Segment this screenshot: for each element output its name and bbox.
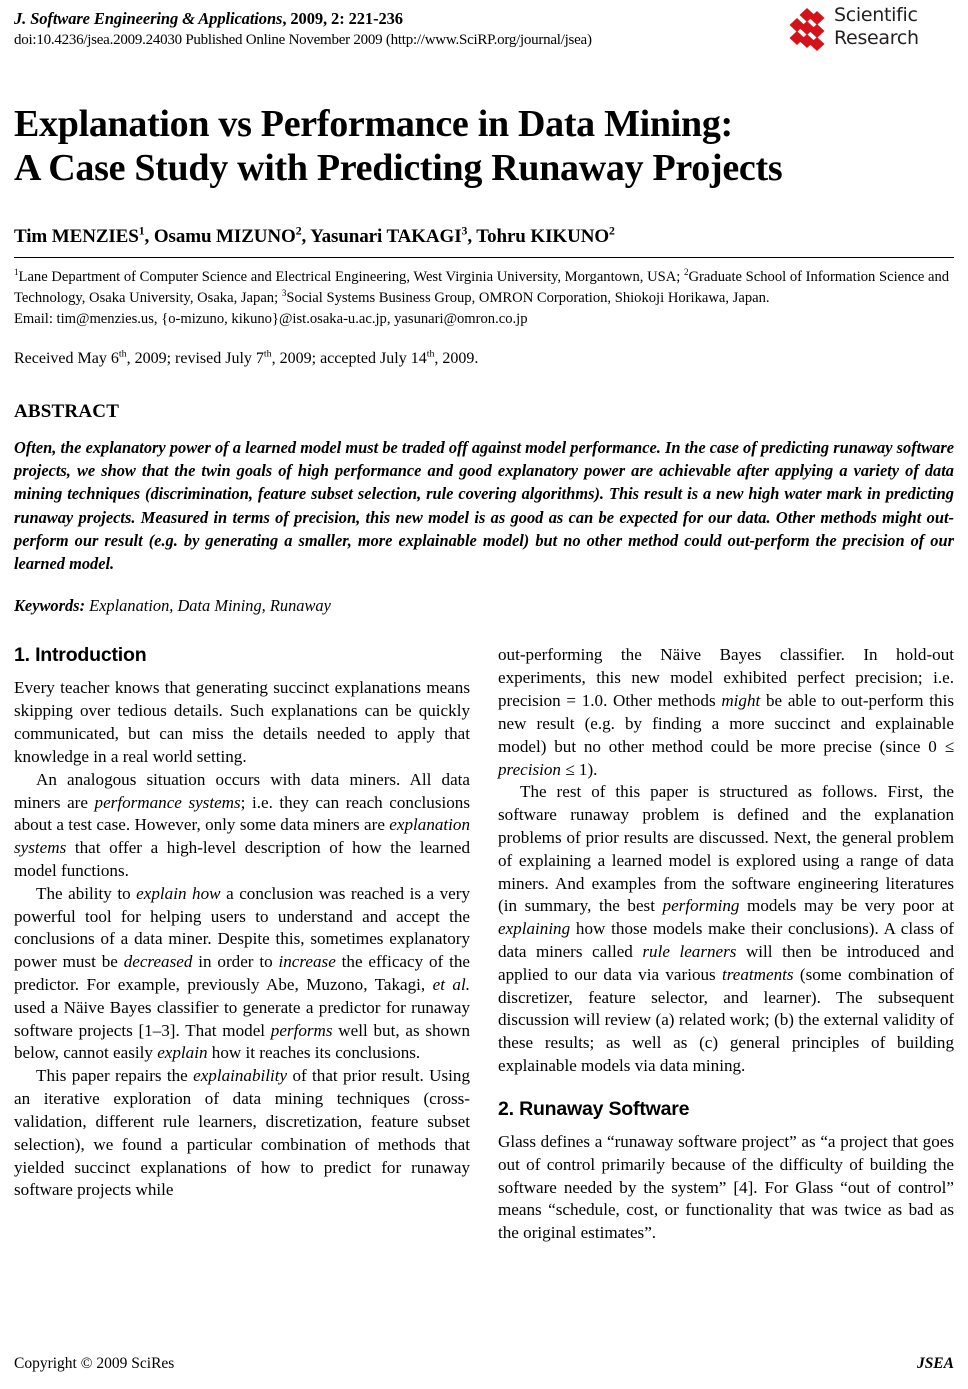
section-heading-introduction: 1. Introduction <box>14 644 147 667</box>
text-run: that offer a high-level description of how the learned model functions. <box>14 838 470 880</box>
section-heading-runaway-software: 2. Runaway Software <box>498 1097 690 1120</box>
affiliation-marker: 3 <box>281 288 287 299</box>
keywords-line <box>14 596 954 616</box>
text-run: will then be introduced and applied to our data via various <box>498 942 954 984</box>
affiliations-block <box>14 267 954 329</box>
paragraph <box>498 644 954 781</box>
author-affiliation-marker: 1 <box>138 224 145 238</box>
text-run: An analogous situation occurs with data miners. All data miners are <box>14 769 470 812</box>
affiliation-2: Graduate School of Information Science and Technology, Osaka University, Osaka, Japan; <box>14 269 950 306</box>
journal-issue-info: , 2009, 2: 221-236 <box>282 9 403 28</box>
text-run: well but, as shown below, cannot easily <box>14 1020 470 1063</box>
email-line: Email: tim@menzies.us, {o-mizuno, kikuno}@ist.osaka-u.ac.jp, yasunari@omron.co.jp <box>14 310 528 327</box>
paragraph <box>498 781 954 1078</box>
abstract-heading: ABSTRACT <box>14 400 120 422</box>
publisher-name-line2: Research <box>834 27 919 50</box>
emphasis-run: explain how <box>136 883 221 903</box>
text-run: ; i.e. they can reach conclusions about a test case. However, only some data miners are <box>14 792 470 835</box>
text-run: a conclusion was reached is a very powerful tool for helping users to understand and accept the conclusions of a data miner. Despite this, sometimes explanatory power must be <box>14 883 471 972</box>
author-name: Tim MENZIES <box>14 226 139 248</box>
affiliation-marker: 1 <box>14 267 19 278</box>
scientific-research-diamond-logo-icon <box>784 8 830 52</box>
submission-dates <box>14 348 954 370</box>
journal-abbreviation: JSEA <box>916 1355 954 1372</box>
paragraph: Every teacher knows that generating succinct explanations means skipping over tedious details. Such explanations can be quickly communicated, but can miss the details needed to apply that knowledge in a real world setting. <box>14 678 470 766</box>
abstract-text: Often, the explanatory power of a learned model must be traded off against model performance. In the case of predicting runaway software projects, we show that the twin goals of high performance and good explanatory power are achievable after applying a variety of data mining techniques (discrimination, feature subset selection, rule covering algorithms). This result is a new high water mark in predicting runaway projects. Measured in terms of precision, this new model is as good as can be expected for our data. Other methods might out-perform our result (e.g. by generating a smaller, more explainable model) but no other method could out-perform the precision of our learned model. <box>14 437 954 574</box>
paragraph: Glass defines a “runaway software project” as “a project that goes out of control primarily because of the difficulty of building the software needed by the system” [4]. For Glass “out of control” means “schedule, cost, or functionality that was twice as bad as the original estimates”. <box>498 1131 954 1243</box>
dates-tail: , 2009. <box>434 350 479 368</box>
text-run: This paper repairs the <box>36 1066 194 1086</box>
paper-title-line1: Explanation vs Performance in Data Mining: <box>14 103 733 145</box>
paragraph <box>14 769 470 883</box>
author-list: Tim MENZIES$^1$, Osamu MIZUNO$^2$, Yasunari TAKAGI$^3$, Tohru KIKUNO$^2$ <box>14 224 615 248</box>
journal-title: J. Software Engineering & Applications <box>14 9 283 28</box>
affiliation-3: Social Systems Business Group, OMRON Corporation, Shiokoji Horikawa, Japan. <box>286 289 770 306</box>
text-run: used a Näive Bayes classifier to generate a predictor for runaway software projects [1–3]. That model <box>14 997 470 1040</box>
publisher-name-line1: Scientific <box>834 4 918 26</box>
emphasis-run: performing <box>662 896 740 916</box>
affiliation-paragraph <box>14 267 954 308</box>
emphasis-run: performs <box>270 1020 333 1040</box>
author-affiliation-marker: 3 <box>461 224 468 238</box>
author-affiliation-marker: 2 <box>609 224 615 238</box>
paper-title <box>14 102 954 190</box>
text-run: the efficacy of the predictor. For example, previously Abe, Muzono, Takagi, <box>14 952 470 995</box>
received-ordinal: th <box>118 348 127 360</box>
accepted-label: , 2009; accepted July 14 <box>271 350 427 368</box>
emphasis-run: treatments <box>722 964 794 984</box>
publisher-name <box>834 4 919 50</box>
text-run: out-performing the Näive Bayes classifier. In hold-out experiments, this new model exhibited perfect precision; i.e. precision = 1.0. Other methods <box>498 645 954 711</box>
emphasis-run: explainability <box>193 1066 288 1086</box>
text-run: in order to <box>192 952 279 972</box>
paper-title-line2: A Case Study with Predicting Runaway Projects <box>14 147 783 190</box>
doi-line: doi:10.4236/jsea.2009.24030 Published Online November 2009 (http://www.SciRP.org/journal/jsea) <box>14 32 592 49</box>
publisher-logo <box>784 4 954 58</box>
text-run: The ability to <box>36 883 137 903</box>
author-name: Yasunari TAKAGI <box>310 226 462 248</box>
text-run: how it reaches its conclusions. <box>207 1043 421 1063</box>
revised-label: , 2009; revised July 7 <box>126 350 264 368</box>
text-run: models may be very poor at <box>739 896 954 916</box>
text-run: 1). <box>574 759 598 779</box>
emphasis-run: explanation systems <box>14 815 470 858</box>
text-run: be able to out-perform this new result (e.g. by finding a more succinct and explainable model) but no other method could be more precise (since 0 <box>498 691 954 756</box>
keywords-list: Explanation, Data Mining, Runaway <box>89 596 331 616</box>
keywords-label: Keywords <box>14 596 80 616</box>
emphasis-run: et al. <box>432 975 470 995</box>
text-run: (some combination of discretizer, feature selector, and learner). The subsequent discussion will review (a) related work; (b) the external validity of these results; as well as (c) general principles of building explainable models via data mining. <box>498 964 954 1076</box>
text-run: of that prior result. Using an iterative exploration of data mining techniques (cross-validation, different rule learners, discretization, feature subset selection), we found a particular combination of methods that yielded succinct explanations of how to predict for runaway software projects while <box>14 1066 470 1200</box>
running-header <box>14 0 954 64</box>
inline-math: ≤ precision ≤ <box>498 736 954 779</box>
received-label: Received May 6 <box>14 350 119 368</box>
emphasis-run: explaining <box>498 919 571 939</box>
text-run: The rest of this paper is structured as follows. First, the software runaway problem is defined and the explanation problems of prior results are discussed. Next, the general problem of explaining a learned model is explored using a range of data miners. And examples from the software engineering literatures (in summary, the best <box>498 782 954 916</box>
affiliation-1: Lane Department of Computer Science and Electrical Engineering, West Virginia University, Morgantown, USA; <box>18 269 684 286</box>
revised-ordinal: th <box>263 348 272 360</box>
paragraph <box>14 1065 470 1202</box>
right-column <box>498 644 954 1284</box>
author-name: Tohru KIKUNO <box>476 226 609 248</box>
emphasis-run: rule learners <box>642 942 737 962</box>
paragraph <box>14 883 470 1066</box>
emphasis-run: performance systems <box>94 792 241 812</box>
copyright-notice: Copyright © 2009 SciRes <box>14 1355 175 1372</box>
body-columns <box>14 644 954 1284</box>
accepted-ordinal: th <box>426 348 435 360</box>
emphasis-run: might <box>721 691 761 711</box>
emphasis-run: increase <box>278 952 336 972</box>
affiliation-marker: 2 <box>683 267 689 278</box>
author-name: Osamu MIZUNO <box>153 226 296 248</box>
keywords-separator: : <box>79 596 90 616</box>
left-column <box>14 644 470 1284</box>
page-footer <box>14 1355 954 1373</box>
emphasis-run: explain <box>157 1043 208 1063</box>
text-run: how those models make their conclusions). A class of data miners called <box>498 919 954 962</box>
emphasis-run: decreased <box>123 952 193 972</box>
header-divider-rule <box>14 257 954 258</box>
author-affiliation-marker: 2 <box>295 224 302 238</box>
